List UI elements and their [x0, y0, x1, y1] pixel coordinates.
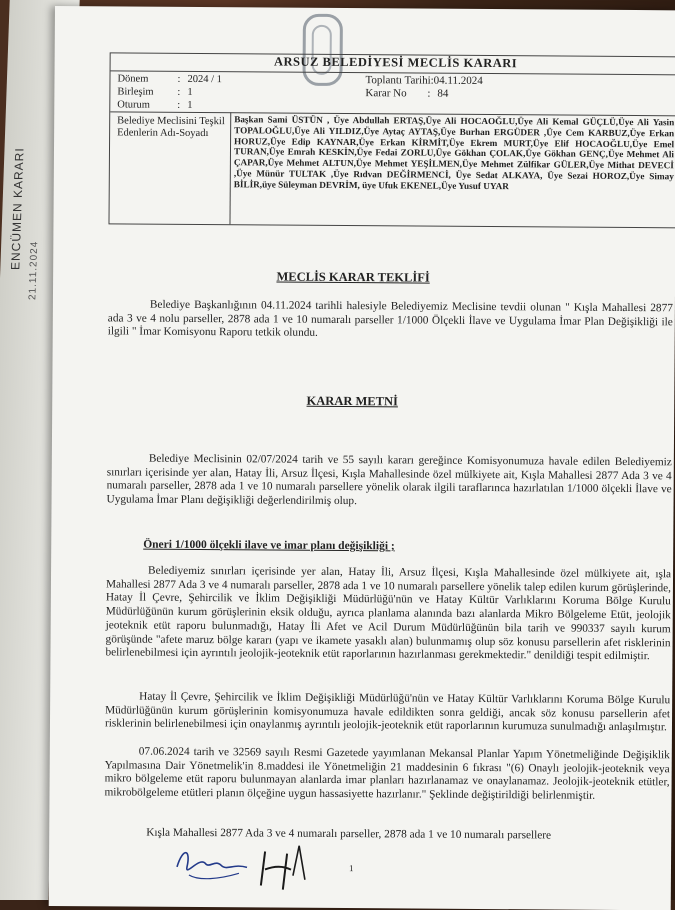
proposal-paragraph-2: Hatay İl Çevre, Şehircilik ve İklim Değişikliği Müdürlüğü'nün ve Hatay Kültür Varlıklarını Koruma Bölge Kurulu Müdürlüğünün kurum görüşlerinin komisyonumuza havale edildikten sonra geldiği, ancak söz konusu parsellerin afet risklerinin belirlenebilmesi için onaylanmış ayrıntılı jeolojik-jeoteknik etüt raporlarının kurumuza sunulmadığı anlaşılmıştır. [104, 690, 671, 734]
decision-text-heading: KARAR METNİ [306, 393, 398, 409]
meeting-date: Toplantı Tarihi:04.11.2024 [365, 74, 483, 87]
decision-text: Belediye Meclisinin 02/07/2024 tarih ve 55 sayılı kararı gereğince Komisyonumuza havale edilen Belediyemiz sınırları içerisinde yer alan, Hatay İli, Arsuz İlçesi, Kışla Mahallesinde özel mülkiyete ait, Kışla Mahallesi 2877 Ada 3 ve 4 numaralı parseller, 2878 ada 1 ve 10 numaralı parsellere yönelik olarak ilgili taraflarınca hazırlatılan 1/1000 ölçekli İlave ve Uygulama İmar Planı değişikliği değerlendirilmiş olup. [106, 452, 672, 508]
proposal-heading: MECLİS KARAR TEKLİFİ [276, 269, 430, 285]
proposal-paragraph-1: Belediyemiz sınırları içerisinde yer alan, Hatay İli, Arsuz İlçesi, Kışla Mahallesinde özel mülkiyete ait, ışla Mahallesi 2877 Ada 3 ve 4 numaralı parseller, 2878 ada 1 ve 10 numaralı parsellere yönelik talep edilen kurum görüşlerinde, Hatay İl Çevre, Şehircilik ve İklim Değişikliği Müdürlüğü'nün ve Hatay Kültür Varlıklarını Koruma Bölge Kurulu Müdürlüğünün kurum görüşlerinin eksik olduğu, ayrıca planlama alanında bazı alanlarda Mikro Bölgeleme Etüt, jeolojik jeoteknik etüt raporu bulunmadığı, Hatay İli Afet ve Acil Durum Müdürlüğünün bila tarih ve 990337 sayılı kurum görüşünde "afete maruz bölge kararı (yapı ve ikamete yasaklı alan) bulunmamış olup söz konusu parsellerin afet risklerinin belirlenebilmesi için ayrıntılı jeolojik-jeoteknik etüt raporlarının hazırlanması gerekmektedir." denildiği tespit edilmiştir. [105, 564, 672, 663]
members-label: Belediye Meclisini Teşkil Edenlerin Adı-Soyadı [117, 115, 225, 140]
karar-no-label: Karar No [365, 87, 407, 100]
karar-no-value: 84 [437, 87, 449, 100]
signature-2 [249, 835, 329, 896]
birlesim-label: Birleşim [117, 86, 154, 98]
signature-1 [169, 837, 259, 888]
proposal-paragraph-3: 07.06.2024 tarih ve 32569 sayılı Resmi Gazetede yayımlanan Mekansal Planlar Yapım Yönetmeliğinde Değişiklik Yapılmasına Dair Yönetmelik'in 8.maddesi ile Yönetmeliğin 21 maddesinin 6 fıkrası "(6) Onaylı jeolojik-jeoteknik veya mikro bölgeleme etüt raporu bulunmayan alanlarda imar planları hazırlanamaz ve onaylanamaz. Jeolojik-jeoteknik etütler, mikrobölgeleme etütleri planın ölçeğine uygun hassasiyette hazırlanır." Şeklinde değiştirildiği belirlenmiştir. [104, 745, 670, 802]
decision-document [49, 6, 675, 910]
proposal-paragraph-4: Kışla Mahallesi 2877 Ada 3 ve 4 numaralı parseller, 2878 ada 1 ve 10 numaralı parsellere [146, 826, 552, 842]
document-title: ARSUZ BELEDİYESİ MECLİS KARARI [111, 53, 675, 75]
meeting-meta: Toplantı Tarihi:04.11.2024 Karar No : 84 [365, 74, 665, 102]
proposal-change-heading: Öneri 1/1000 ölçekli ilave ve imar planı değişikliği ; [143, 538, 395, 553]
underlying-document-date: 21.11.2024 [27, 240, 41, 300]
donem-label: Dönem [117, 73, 149, 85]
birlesim-value: 1 [187, 86, 193, 98]
council-members-list: Başkan Sami ÜSTÜN , Üye Abdullah ERTAŞ,Üye Ali HOCAOĞLU,Üye Ali Kemal GÜÇLÜ,Üye Ali Yasin TOPALOĞLU,Üye Ali YILDIZ,Üye Aytaç AYTAŞ,Üye Burhan ERGÜDER ,Üye Cem KARBUZ,Üye Erkan HORUZ,Üye Edip KAYNAR,Üye Erkan KİRMİT,Üye Ekrem MURT,Üye Elif HOCAOĞLU,Üye Emel TURAN,Üye Emrah KESKİN,Üye Fedai ZORLU,Üye Gökhan ÇOLAK,Üye Gökhan GENÇ,Üye Mehmet Ali ÇAPAR,Üye Mehmet ALTUN,Üye Mehmet YEŞİLMEN,Üye Mehmet Zülfikar GÜLER,Üye Mithat DEVECİ ,Üye Münür TULTAK ,Üye Rıdvan DEĞİRMENCİ, Üye Sedat ALKAYA, Üye Sezai HOROZ,Üye Simay BİLİR,üye Süleyman DEVRİM, üye Ufuk EKENEL,Üye Yusuf UYAR [233, 114, 675, 191]
session-meta: Dönem : 2024 / 1 Birleşim : 1 Oturum : 1 [117, 73, 222, 111]
underlying-document-title: ENCÜMEN KARARI [8, 147, 27, 270]
oturum-value: 1 [187, 99, 193, 111]
oturum-label: Oturum [117, 99, 151, 111]
header-column-divider [229, 112, 231, 224]
donem-value: 2024 / 1 [187, 73, 222, 86]
decision-header-table [108, 52, 675, 228]
proposal-text: Belediye Başkanlığının 04.11.2024 tarihli halesiyle Belediyemiz Meclisine tevdii olunan " Kışla Mahallesi 2877 ada 3 ve 4 nolu parseller, 2878 ada 1 ve 10 numaralı parseller 1/1000 Ölçekli İlave ve Uygulama İmar Plan Değişikliği ile ilgili " İmar Komisyonu Raporu tetkik olundu. [107, 298, 673, 340]
page-number: 1 [348, 863, 354, 874]
